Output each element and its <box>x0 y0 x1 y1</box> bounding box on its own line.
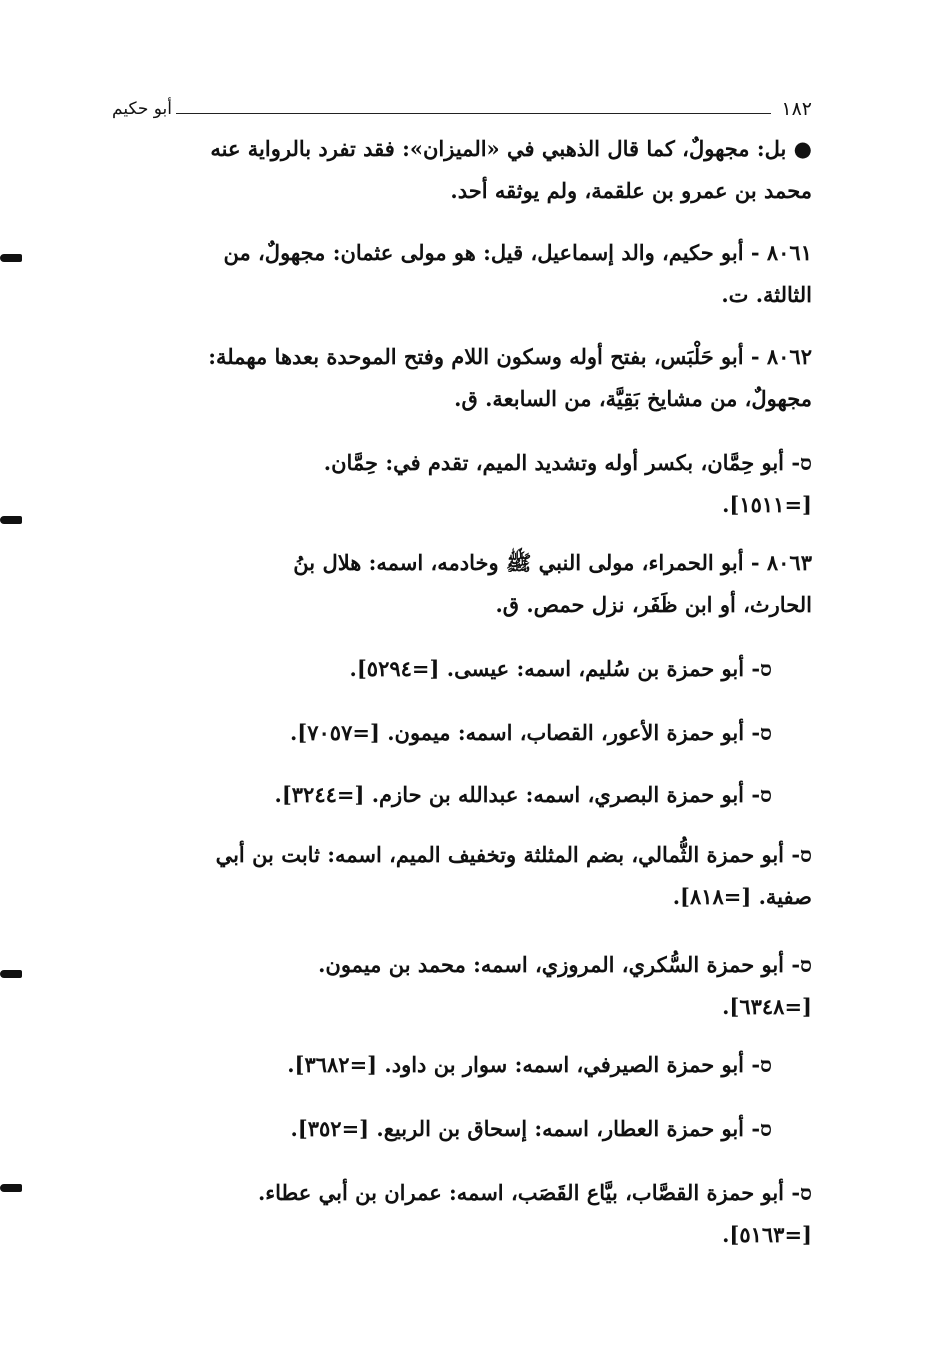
entry-8063 <box>112 542 812 626</box>
entry-line: ס- أبو حمزة بن سُليم، اسمه: عيسى. [=٥٢٩٤]. <box>349 656 772 681</box>
entry-8062 <box>112 336 812 420</box>
entry-line: [=٦٣٤٨]. <box>722 994 812 1019</box>
entry-cross-ref <box>112 648 772 690</box>
page-header <box>112 86 812 120</box>
entry-line: ● بل: مجهولٌ، كما قال الذهبي في «الميزان»: فقد تفرد بالرواية عنه <box>210 136 812 161</box>
binding-mark <box>0 254 22 262</box>
entry-line: مجهولٌ، من مشايخ بَقِيَّة، من السابعة. ق. <box>454 386 812 411</box>
entry-line: ס- أبو حمزة الأعور، القصاب، اسمه: ميمون. [=٧٠٥٧]. <box>290 720 772 745</box>
binding-mark <box>0 970 22 978</box>
entry-cross-ref <box>112 442 812 526</box>
entry-line: [=٥١٦٣]. <box>722 1222 812 1247</box>
entry-line: صفية. [=٨١٨]. <box>672 884 812 909</box>
entry-cross-ref <box>112 1044 772 1086</box>
entry-line: ٨٠٦١ - أبو حكيم، والد إسماعيل، قيل: هو مولى عثمان: مجهولٌ، من <box>223 240 812 265</box>
entry-line: [=١٥١١]. <box>722 492 812 517</box>
entry-line: ס- أبو حمزة السُّكري، المروزي، اسمه: محمد بن ميمون. <box>318 952 812 977</box>
entry-line: ס- أبو حمزة الثُّمالي، بضم المثلثة وتخفيف الميم، اسمه: ثابت بن أبي <box>215 842 812 867</box>
page-number: ١٨٢ <box>781 98 812 120</box>
running-title: أبو حكيم <box>112 99 172 119</box>
entry-cross-ref <box>112 1172 812 1256</box>
header-rule <box>176 113 771 114</box>
entry-cross-ref <box>112 834 812 918</box>
entry-line: ٨٠٦٣ - أبو الحمراء، مولى النبي ﷺ وخادمه، اسمه: هلال بنُ <box>293 550 812 575</box>
binding-mark <box>0 1184 22 1192</box>
entry-line: ٨٠٦٢ - أبو حَلْبَس، بفتح أوله وسكون اللام وفتح الموحدة بعدها مهملة: <box>208 344 812 369</box>
binding-mark <box>0 516 22 524</box>
entry-cross-ref <box>112 712 772 754</box>
entry-line: ס- أبو حمزة البصري، اسمه: عبدالله بن حازم. [=٣٢٤٤]. <box>274 782 772 807</box>
entry-line: ס- أبو حمزة العطار، اسمه: إسحاق بن الربيع. [=٣٥٢]. <box>290 1116 772 1141</box>
entry-cross-ref <box>112 1108 772 1150</box>
entry-8061 <box>112 232 812 316</box>
entry-note <box>112 128 812 212</box>
entry-cross-ref <box>112 944 812 1028</box>
entry-line: الحارث، أو ابن ظَفَر، نزل حمص. ق. <box>495 592 812 617</box>
entry-cross-ref <box>112 774 772 816</box>
entry-line: ס- أبو حمزة الصيرفي، اسمه: سوار بن داود. [=٣٦٨٢]. <box>287 1052 772 1077</box>
entry-line: ס- أبو حِمَّان، بكسر أوله وتشديد الميم، تقدم في: حِمَّان. <box>323 450 812 475</box>
entry-line: ס- أبو حمزة القصَّاب، بيَّاع القَصَب، اسمه: عمران بن أبي عطاء. <box>257 1180 812 1205</box>
entry-line: الثالثة. ت. <box>721 282 812 307</box>
entry-line: محمد بن عمرو بن علقمة، ولم يوثقه أحد. <box>450 178 812 203</box>
